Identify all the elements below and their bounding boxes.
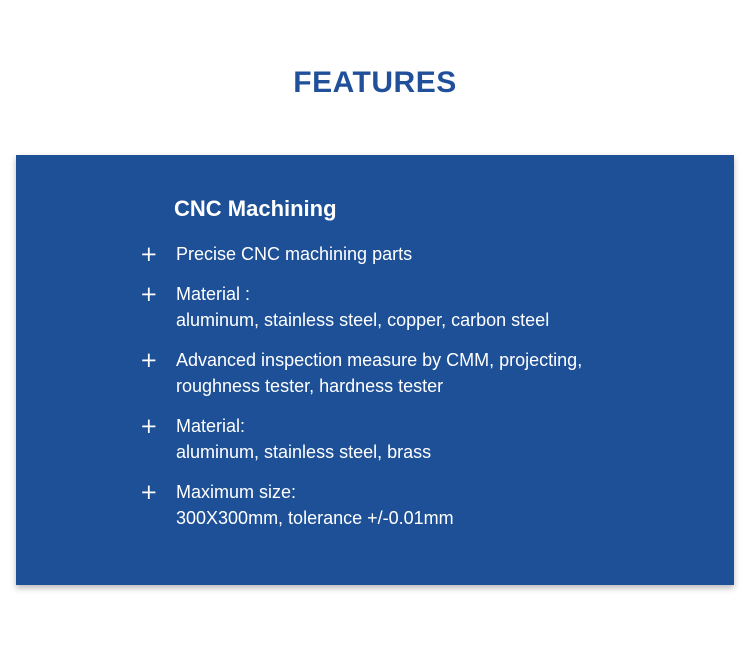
feature-text: Material : <box>176 284 251 304</box>
feature-text: Precise CNC machining parts <box>176 244 413 264</box>
feature-detail: aluminum, stainless steel, brass <box>176 442 432 462</box>
feature-detail: aluminum, stainless steel, copper, carbon steel <box>176 310 550 330</box>
plus-icon: + <box>140 242 158 266</box>
feature-detail: 300X300mm, tolerance +/-0.01mm <box>176 508 454 528</box>
feature-text: Material: <box>176 416 246 436</box>
features-panel <box>16 155 734 585</box>
plus-icon: + <box>140 282 158 306</box>
feature-text: Advanced inspection measure by CMM, projecting, <box>176 350 583 370</box>
plus-icon: + <box>140 480 158 504</box>
feature-detail: roughness tester, hardness tester <box>176 376 444 396</box>
list-item <box>140 413 582 465</box>
feature-list <box>140 241 582 545</box>
plus-icon: + <box>140 348 158 372</box>
plus-icon: + <box>140 414 158 438</box>
list-item <box>140 347 582 399</box>
list-item <box>140 241 582 267</box>
list-item <box>140 281 582 333</box>
panel-title: CNC Machining <box>174 196 337 221</box>
page-title: FEATURES <box>293 66 457 99</box>
list-item <box>140 479 582 531</box>
feature-text: Maximum size: <box>176 482 297 502</box>
